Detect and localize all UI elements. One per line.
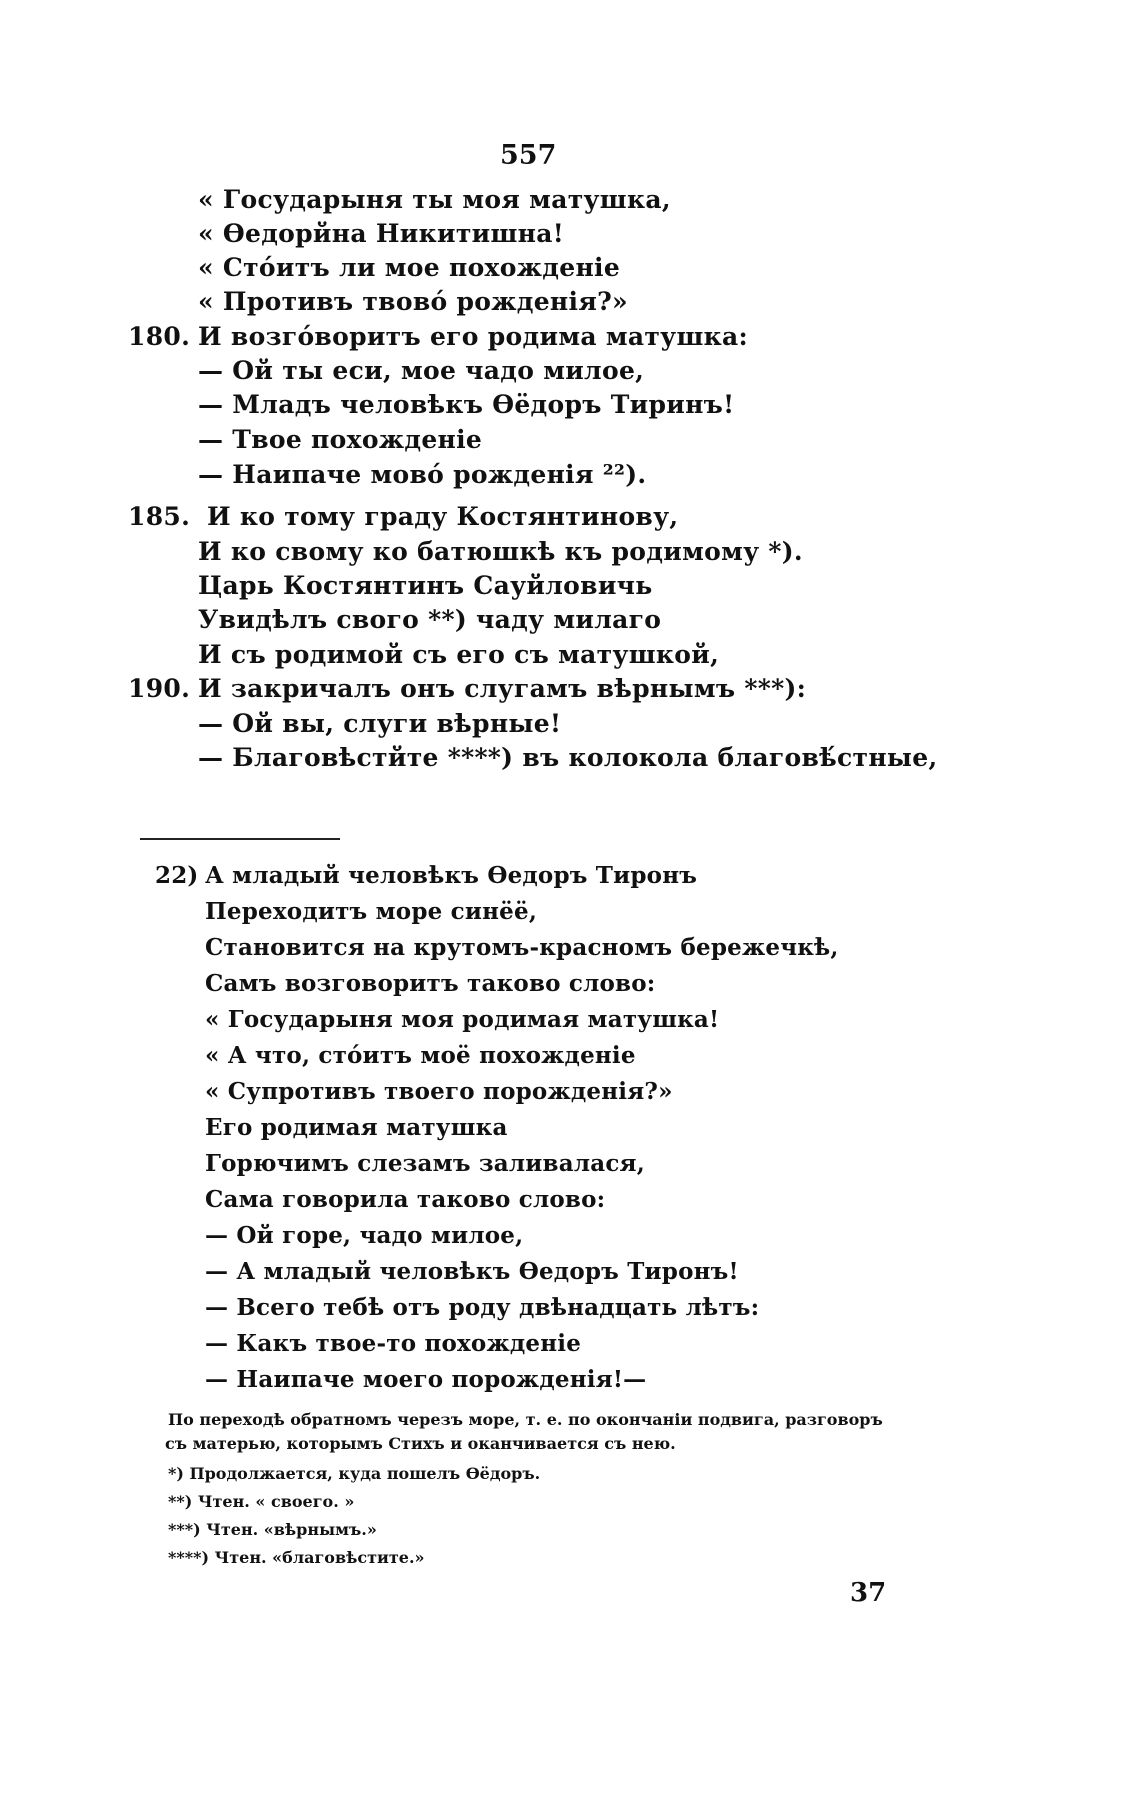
footnote-divider [140, 838, 340, 840]
verse-text: — Младъ человѣкъ Өёдоръ Тиринъ! [198, 390, 735, 419]
footnote-line [155, 1110, 1015, 1146]
footnote-line [155, 1074, 1015, 1110]
verse-text: Царь Костянтинъ Сауйловичь [198, 571, 653, 600]
verse-line [128, 535, 1028, 569]
verse-line [128, 388, 1028, 422]
verse-line [128, 423, 1028, 457]
footnote-text: « А что, стóитъ моё похожденіе [205, 1042, 636, 1069]
page-number: 557 [500, 140, 557, 171]
verse-line [128, 638, 1028, 672]
footnote-line [155, 1146, 1015, 1182]
verse-line [128, 500, 1028, 534]
footnote-line [155, 966, 1015, 1002]
verse-text: И возгóворитъ его родима матушка: [198, 322, 748, 351]
verse-text: — Ой вы, слуги вѣрные! [198, 709, 562, 738]
verse-text: И съ родимой съ его съ матушкой, [198, 640, 720, 669]
footnote-mark: 22) [155, 862, 199, 889]
verse-text: И закричалъ онъ слугамъ вѣрнымъ ***): [198, 674, 807, 703]
editorial-note: *) Продолжается, куда пошелъ Өёдоръ. [168, 1464, 541, 1483]
verse-text: « Өедорйна Никитишна! [198, 219, 565, 248]
verse-text: — Благовѣстйте ****) въ колокола благовѣ́стные, [198, 743, 938, 772]
verse-text: Увидѣлъ свого **) чаду милаго [198, 605, 662, 634]
footnote-line [155, 1290, 1015, 1326]
footnote-text: « Государыня моя родимая матушка! [205, 1006, 720, 1033]
footnote-text: — Всего тебѣ отъ роду двѣнадцать лѣтъ: [205, 1294, 760, 1321]
footnote-line [155, 1326, 1015, 1362]
verse-line [128, 251, 1028, 285]
verse-line [128, 741, 1028, 775]
verse-text: « Стóитъ ли мое похожденіе [198, 253, 621, 282]
editorial-note: По переходѣ обратномъ черезъ море, т. е. по окончаніи подвига, разговоръ [168, 1410, 883, 1429]
footnote-line [155, 1218, 1015, 1254]
verse-line [128, 707, 1028, 741]
footnote-text: А младый человѣкъ Өедоръ Тиронъ [205, 862, 698, 889]
footnote-text: Его родимая матушка [205, 1114, 508, 1141]
footnote-line [155, 1254, 1015, 1290]
editorial-note: ***) Чтен. «вѣрнымъ.» [168, 1520, 377, 1539]
verse-number: 185. [128, 502, 191, 531]
signature-mark: 37 [850, 1578, 887, 1608]
verse-text: И ко тому граду Костянтинову, [198, 502, 679, 531]
verse-text: И ко свому ко батюшкѣ къ родимому *). [198, 537, 803, 566]
verse-line [128, 217, 1028, 251]
verse-text: — Твое похожденіе [198, 425, 483, 454]
footnote-text: Сама говорила таково слово: [205, 1186, 606, 1213]
verse-line [128, 458, 1028, 492]
footnote-text: — А младый человѣкъ Өедоръ Тиронъ! [205, 1258, 739, 1285]
footnote-line [155, 894, 1015, 930]
footnote-text: — Ой горе, чадо милое, [205, 1222, 524, 1249]
editorial-note: съ матерью, которымъ Стихъ и оканчивается съ нею. [165, 1434, 676, 1453]
footnote-text: Становится на крутомъ-красномъ бережечкѣ, [205, 934, 839, 961]
verse-line [128, 672, 1028, 706]
footnote-line [155, 1362, 1015, 1398]
footnote-text: « Супротивъ твоего порожденія?» [205, 1078, 673, 1105]
verse-line [128, 354, 1028, 388]
verse-text: — Наипаче мовó рожденія ²²). [198, 460, 647, 489]
editorial-note: ****) Чтен. «благовѣстите.» [168, 1548, 425, 1567]
verse-line [128, 285, 1028, 319]
verse-text: « Противъ твовó рожденія?» [198, 287, 628, 316]
footnote-text: — Какъ твое-то похожденіе [205, 1330, 582, 1357]
footnote-line [155, 1038, 1015, 1074]
footnote-text: Горючимъ слезамъ заливалася, [205, 1150, 645, 1177]
verse-line [128, 320, 1028, 354]
verse-line [128, 183, 1028, 217]
verse-number: 180. [128, 322, 191, 351]
verse-text: « Государыня ты моя матушка, [198, 185, 671, 214]
verse-line [128, 603, 1028, 637]
footnote-text: Переходитъ море синёё, [205, 898, 538, 925]
footnote-line [155, 858, 1015, 894]
footnote-line [155, 1182, 1015, 1218]
editorial-note: **) Чтен. « своего. » [168, 1492, 355, 1511]
verse-line [128, 569, 1028, 603]
footnote-line [155, 1002, 1015, 1038]
verse-number: 190. [128, 674, 191, 703]
verse-text: — Ой ты еси, мое чадо милое, [198, 356, 645, 385]
footnote-text: Самъ возговоритъ таково слово: [205, 970, 656, 997]
footnote-line [155, 930, 1015, 966]
footnote-text: — Наипаче моего порожденія!— [205, 1366, 647, 1393]
